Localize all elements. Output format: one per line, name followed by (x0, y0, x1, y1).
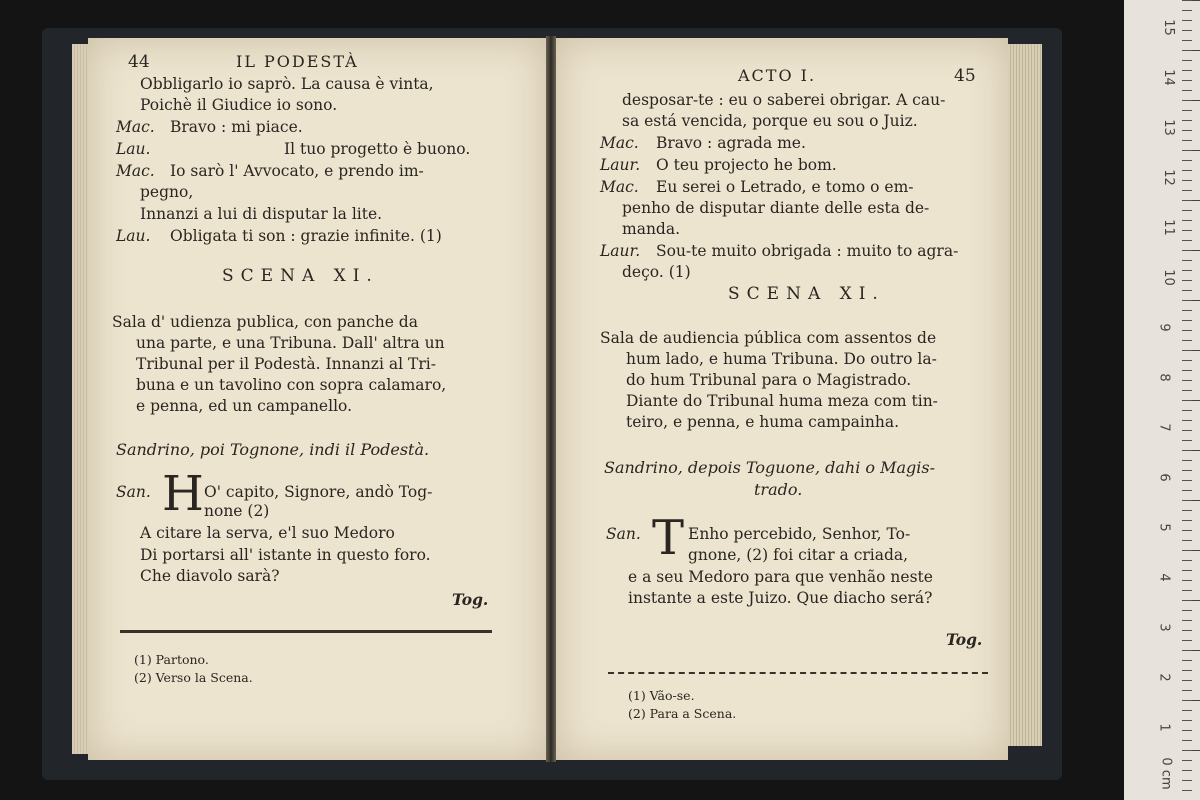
ruler-label: 11 (1160, 219, 1176, 236)
stage-direction-line: buna e un tavolino con sopra calamaro, (136, 376, 447, 394)
ruler-label: 5 (1156, 523, 1172, 532)
speaker-label: Lau. (116, 227, 151, 245)
measuring-ruler (1124, 0, 1200, 800)
catchword: Tog. (452, 590, 489, 609)
dialogue-line: Di portarsi all' istante in questo foro. (140, 546, 431, 564)
text-line: Obligata ti son : grazie infinite. (1) (170, 227, 442, 245)
speaker-label: Laur. (600, 242, 641, 260)
characters-line: Sandrino, poi Tognone, indi il Podestà. (116, 440, 430, 459)
text-line: Innanzi a lui di disputar la lite. (140, 205, 383, 223)
ruler-label: 13 (1160, 119, 1176, 136)
ruler-label: 15 (1160, 19, 1176, 36)
stage-direction-line: do hum Tribunal para o Magistrado. (626, 371, 912, 389)
stage-direction-line: una parte, e una Tribuna. Dall' altra un (136, 334, 445, 352)
ruler-label: 3 (1156, 623, 1172, 632)
ruler-label: 4 (1156, 573, 1172, 582)
stage-direction-line: teiro, e penna, e huma campainha. (626, 413, 900, 431)
ruler-label: 1 (1156, 723, 1172, 732)
footnote: (2) Para a Scena. (628, 706, 737, 721)
catchword: Tog. (946, 630, 983, 649)
left-page-edges (72, 44, 88, 754)
scene-heading: SCENA XI. (222, 266, 379, 286)
stage-direction-line: Sala de audiencia pública com assentos de (600, 329, 937, 347)
footnote: (1) Vão-se. (628, 688, 695, 703)
stage-direction-line: Sala d' udienza publica, con panche da (112, 313, 418, 331)
drop-cap: H (162, 466, 204, 522)
running-head: IL PODESTÀ (236, 52, 359, 71)
ruler-label: 0 cm (1158, 757, 1174, 790)
stage-direction-line: Tribunal per il Podestà. Innanzi al Tri- (136, 355, 436, 373)
text-line: O teu projecto he bom. (656, 156, 837, 174)
page-number: 44 (128, 52, 150, 72)
ruler-label: 12 (1160, 169, 1176, 186)
text-line: manda. (622, 220, 681, 238)
speaker-label: Lau. (116, 140, 151, 158)
ruler-label: 9 (1156, 323, 1172, 332)
dialogue-line: e a seu Medoro para que venhão neste (628, 568, 933, 586)
right-page (556, 38, 1008, 760)
speaker-label: Mac. (116, 162, 155, 180)
footnote-rule (608, 672, 988, 674)
ruler-label: 6 (1156, 473, 1172, 482)
speaker-label: San. (116, 483, 151, 501)
scene-heading: SCENA XI. (728, 284, 885, 304)
ruler-label: 14 (1160, 69, 1176, 86)
text-line: Poichè il Giudice io sono. (140, 96, 338, 114)
text-line: Il tuo progetto è buono. (284, 140, 471, 158)
dialogue-line: Enho percebido, Senhor, To- (688, 525, 911, 543)
book-gutter (546, 36, 556, 762)
left-page (88, 38, 546, 760)
speaker-label: Mac. (116, 118, 155, 136)
characters-line: trado. (754, 480, 803, 499)
right-page-edges (1008, 44, 1042, 746)
text-line: penho de disputar diante delle esta de- (622, 199, 930, 217)
text-line: sa está vencida, porque eu sou o Juiz. (622, 112, 918, 130)
speaker-label: Mac. (600, 134, 639, 152)
text-line: Sou-te muito obrigada : muito to agra- (656, 242, 959, 260)
stage-direction-line: Diante do Tribunal huma meza com tin- (626, 392, 938, 410)
speaker-label: San. (606, 525, 641, 543)
text-line: Eu serei o Letrado, e tomo o em- (656, 178, 914, 196)
text-line: Io sarò l' Avvocato, e prendo im- (170, 162, 424, 180)
footnote-rule (120, 630, 492, 633)
dialogue-line: instante a este Juizo. Que diacho será? (628, 589, 933, 607)
dialogue-line: gnone, (2) foi citar a criada, (688, 546, 909, 564)
ruler-label: 8 (1156, 373, 1172, 382)
dialogue-line: A citare la serva, e'l suo Medoro (140, 524, 395, 542)
dialogue-line: none (2) (204, 502, 270, 520)
text-line: Bravo : mi piace. (170, 118, 303, 136)
speaker-label: Laur. (600, 156, 641, 174)
running-head: ACTO I. (738, 66, 817, 85)
dialogue-line: O' capito, Signore, andò Tog- (204, 483, 433, 501)
ruler-label: 10 (1160, 269, 1176, 286)
ruler-label: 2 (1156, 673, 1172, 682)
characters-line: Sandrino, depois Toguone, dahi o Magis- (604, 458, 936, 477)
drop-cap: T (652, 510, 685, 566)
text-line: desposar-te : eu o saberei obrigar. A cau- (622, 91, 946, 109)
text-line: pegno, (140, 183, 194, 201)
ruler-label: 7 (1156, 423, 1172, 432)
text-line: Obbligarlo io saprò. La causa è vinta, (140, 75, 434, 93)
page-number: 45 (954, 66, 976, 86)
footnote: (1) Partono. (134, 652, 209, 667)
text-line: deço. (1) (622, 263, 691, 281)
footnote: (2) Verso la Scena. (134, 670, 253, 685)
stage-direction-line: e penna, ed un campanello. (136, 397, 353, 415)
ruler-ticks (1182, 0, 1200, 800)
dialogue-line: Che diavolo sarà? (140, 567, 280, 585)
stage-direction-line: hum lado, e huma Tribuna. Do outro la- (626, 350, 937, 368)
speaker-label: Mac. (600, 178, 639, 196)
text-line: Bravo : agrada me. (656, 134, 806, 152)
